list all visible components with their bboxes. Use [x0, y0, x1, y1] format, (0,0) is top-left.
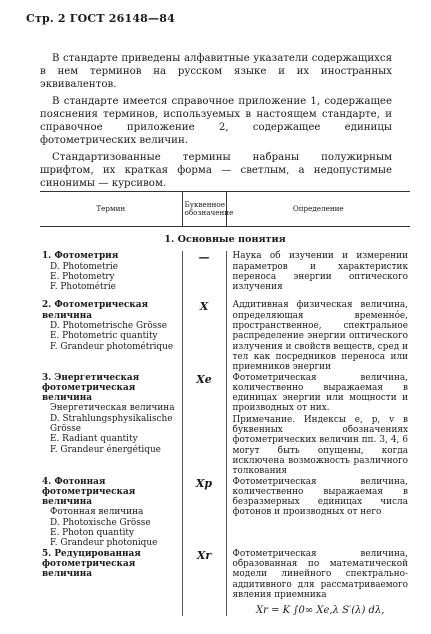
header-definition: Определение [226, 192, 410, 227]
table-row [40, 477, 410, 549]
term-name: 2. Фотометрическая величина [42, 300, 149, 321]
definition-text: Фотометрическая величина, количественно выражаемая в единицах энергии или мощности и производных от них. [232, 372, 408, 414]
term-equivalent: F. Grandeur photonique [50, 538, 158, 549]
term-symbol: Xp [182, 477, 226, 549]
intro-paragraph: В стандарте имеется справочное приложение 1, содержащее пояснения терминов, используемых в настоящем стандарте, и справочное приложение 2, содержащее единицы фотометрических величин. [40, 96, 392, 146]
term-equivalent: D. Photometrie [50, 261, 118, 272]
definition-text: Фотометрическая величина, образованная по математической модели линейного спектрально-аддитивного для рассматриваемого явления приемника [232, 548, 408, 600]
term-symbol: Xr [182, 549, 226, 617]
intro-paragraph: Стандартизованные термины набраны полужирным шрифтом, их краткая форма — светлым, а недопустимые синонимы — курсивом. [40, 152, 392, 189]
term-equivalent: D. Photoxische Grösse [50, 517, 151, 528]
term-equivalent: Энергетическая величина [50, 403, 175, 414]
definition-note: Примечание. Индексы e, p, v в буквенных обозначениях фотометрических величин пп. 3, 4, 6 могут быть опущены, когда исключена возможность различного толкования [232, 414, 408, 477]
term-equivalent: D. Photometrische Grösse [50, 321, 168, 332]
term-definition: Аддитивная физическая величина, определяющая временнóе, пространственное, спектральное распределение энергии оптического излучения и свойств веществ, сред и тел как посредников переноса или приемников энергии [232, 300, 408, 373]
term-equivalent: F. Grandeur énergétique [50, 444, 161, 455]
table-row [40, 373, 410, 477]
term-name: 1. Фотометрия [42, 251, 119, 262]
term-equivalent: F. Grandeur photométrique [50, 341, 174, 352]
term-symbol: — [182, 251, 226, 292]
term-definition: Фотометрическая величина, количественно выражаемая в безразмерных единицах числа фотонов и производных от него [232, 476, 408, 518]
term-name: 5. Редуцированная фотометрическая величина [42, 548, 141, 580]
term-equivalent: D. Strahlungsphysikalische Grösse [50, 413, 173, 435]
header-symbol: Буквенное обозначение [182, 192, 226, 227]
term-name: 4. Фотонная фотометрическая величина [42, 476, 136, 508]
table-row [40, 300, 410, 372]
term-equivalent: E. Photon quantity [50, 528, 134, 539]
term-equivalent: E. Photometric quantity [50, 331, 158, 342]
term-equivalent: E. Radiant quantity [50, 434, 138, 445]
section-title: 1. Основные понятия [164, 234, 286, 245]
term-definition [226, 373, 410, 477]
definition-formula: Xr = K ∫0∞ Xe,λ S′(λ) dλ, [256, 605, 385, 617]
term-definition [226, 549, 410, 617]
table-row [40, 549, 410, 617]
term-symbol: X [182, 300, 226, 372]
term-symbol: Xe [182, 373, 226, 477]
intro-text [40, 52, 392, 194]
table-row [40, 251, 410, 292]
term-equivalent: F. Photométrie [50, 282, 116, 293]
term-name: 3. Энергетическая фотометрическая величина [42, 372, 140, 404]
intro-paragraph: В стандарте приведены алфавитные указатели содержащихся в нем терминов на русском языке и их иностранных эквивалентов. [40, 53, 392, 90]
term-definition: Наука об изучении и измерении параметров и характеристик переноса энергии оптического излучения [232, 251, 408, 293]
terms-table [40, 191, 410, 621]
page-header: Стр. 2 ГОСТ 26148—84 [26, 12, 175, 25]
term-equivalent: E. Photometry [50, 271, 115, 282]
header-term: Термин [40, 192, 182, 227]
term-equivalent: Фотонная величина [50, 507, 144, 518]
